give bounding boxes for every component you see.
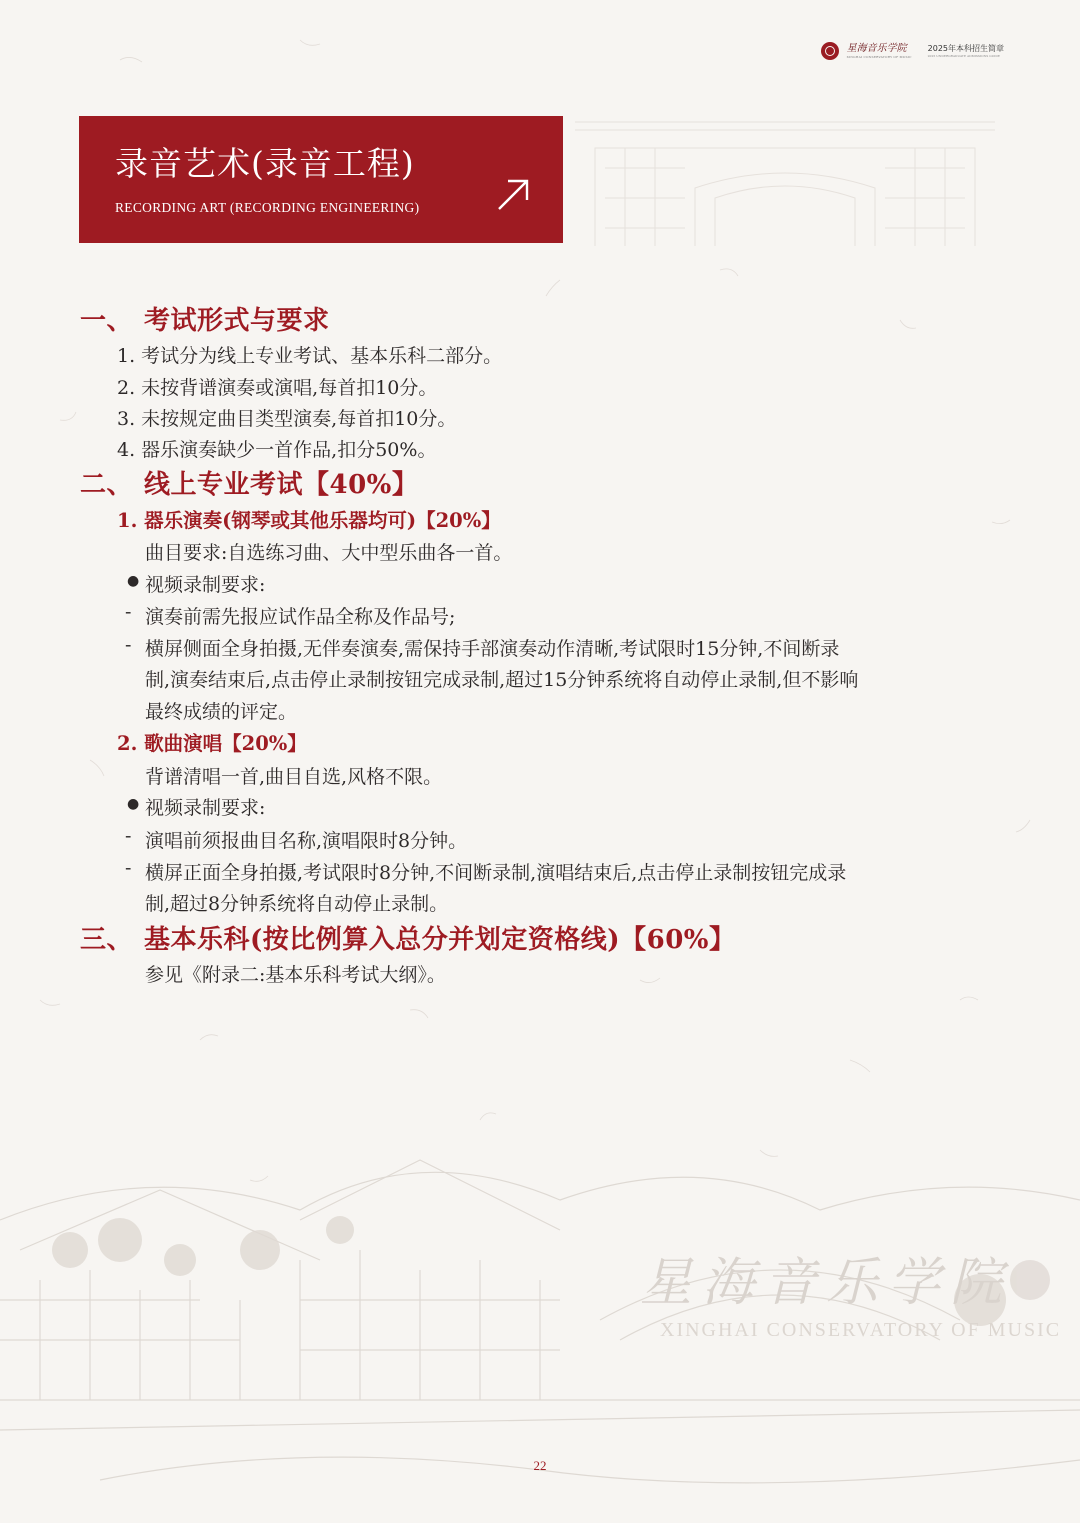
major-title: 录音艺术(录音工程) [115,144,415,183]
watermark-en: XINGHAI CONSERVATORY OF MUSIC [660,1319,1062,1341]
bullet-icon: ● [127,573,140,589]
list-item: 演奏前需先报应试作品全称及作品号; [145,606,456,628]
list-item: 2. 未按背谱演奏或演唱,每首扣10分。 [117,377,438,399]
guide-title-en: 2025 UNDERGRADUATE ADMISSIONS GUIDE [927,54,1000,58]
arrow-up-right-icon [496,178,530,212]
paragraph-line: 横屏正面全身拍摄,考试限时8分钟,不间断录制,演唱结束后,点击停止录制按钮完成录 [145,862,847,884]
section-number: 一、 [80,306,134,336]
reference-text: 参见《附录二:基本乐科考试大纲》。 [145,964,446,986]
paragraph-line: 横屏侧面全身拍摄,无伴奏演奏,需保持手部演奏动作清晰,考试限时15分钟,不间断录 [145,638,840,660]
requirement-text: 曲目要求:自选练习曲、大中型乐曲各一首。 [145,542,513,564]
list-item: 3. 未按规定曲目类型演奏,每首扣10分。 [117,408,457,430]
page-number: 22 [533,1458,547,1473]
dash-marker: - [125,825,132,847]
guide-title-cn: 2025年本科招生简章 [927,44,1004,53]
school-seal-icon [821,42,839,60]
subsection-heading: 1. 器乐演奏(钢琴或其他乐器均可)【20%】 [117,509,501,532]
subsection-heading: 2. 歌曲演唱【20%】 [117,732,307,755]
paragraph-line: 制,演奏结束后,点击停止录制按钮完成录制,超过15分钟系统将自动停止录制,但不影响 [145,669,859,691]
school-name-en: XINGHAI CONSERVATORY OF MUSIC [846,54,912,59]
bullet-icon: ● [127,796,140,812]
section-title: 考试形式与要求 [144,306,330,336]
guide-title [928,43,1004,59]
paragraph-line: 制,超过8分钟系统将自动停止录制。 [145,893,449,915]
page-header [821,42,1004,60]
list-item: 4. 器乐演奏缺少一首作品,扣分50%。 [117,439,437,461]
list-item: 演唱前须报曲目名称,演唱限时8分钟。 [145,830,468,852]
school-logo [847,43,912,60]
dash-marker: - [125,601,132,623]
dash-marker: - [125,634,132,656]
paragraph-line: 最终成绩的评定。 [145,701,298,723]
watermark-text: 星海音乐学院 [640,1253,1013,1313]
section-title: 线上专业考试【40%】 [144,470,419,500]
video-requirement-label: 视频录制要求: [145,797,266,819]
dash-marker: - [125,857,132,879]
school-name-cn: 星海音乐学院 [846,42,907,54]
major-subtitle: RECORDING ART (RECORDING ENGINEERING) [115,200,420,215]
section-number: 二、 [80,470,134,500]
section-heading-2 [80,464,418,501]
section-number: 三、 [80,925,134,955]
section-heading-1 [80,300,330,337]
video-requirement-label: 视频录制要求: [145,574,266,596]
major-title-banner [79,116,563,243]
building-sketch-top [575,118,995,246]
section-heading-3 [80,919,736,956]
campus-building-sketch [0,1100,1080,1500]
section-title: 基本乐科(按比例算入总分并划定资格线)【60%】 [144,925,736,955]
list-item: 1. 考试分为线上专业考试、基本乐科二部分。 [117,345,503,367]
requirement-text: 背谱清唱一首,曲目自选,风格不限。 [145,766,443,788]
